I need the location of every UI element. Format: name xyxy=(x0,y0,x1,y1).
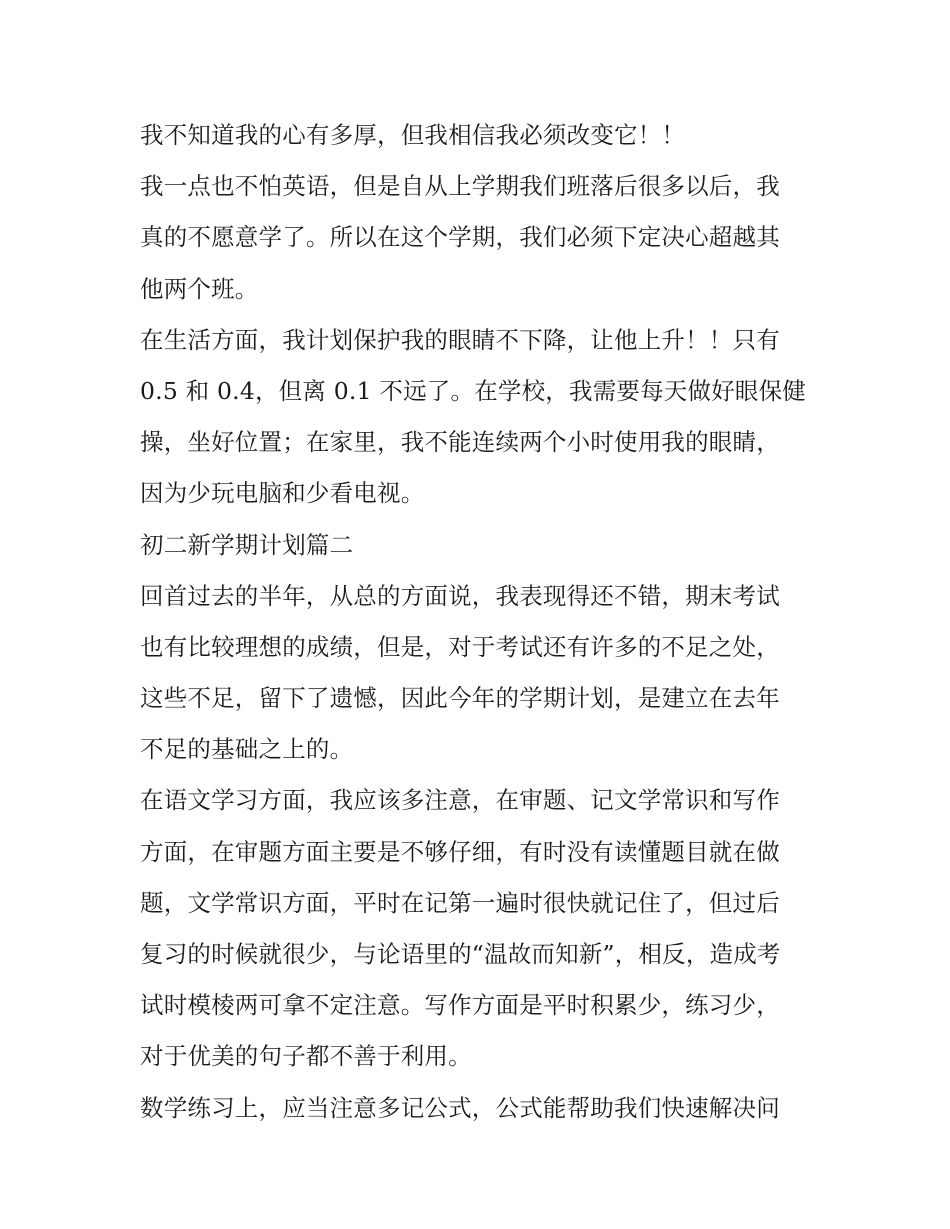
section-heading: 初二新学期计划篇二 xyxy=(140,530,354,559)
text-line: 题，文学常识方面，平时在记第一遍时很快就记住了，但过后 xyxy=(140,888,780,917)
text-line: 操，坐好位置；在家里，我不能连续两个小时使用我的眼睛， xyxy=(140,428,780,457)
text-line: 因为少玩电脑和少看电视。 xyxy=(140,479,425,508)
text-line: 复习的时候就很少，与论语里的“温故而知新”，相反，造成考 xyxy=(140,940,781,968)
text-line: 真的不愿意学了。所以在这个学期，我们必须下定决心超越其 xyxy=(140,223,780,252)
text-line: 他两个班。 xyxy=(140,274,259,303)
text-line: 我一点也不怕英语，但是自从上学期我们班落后很多以后，我 xyxy=(140,172,780,201)
document-body xyxy=(140,110,820,1134)
text-line: 我不知道我的心有多厚，但我相信我必须改变它！！ xyxy=(140,121,686,149)
text-line: 不足的基础之上的。 xyxy=(140,735,354,764)
text-line: 也有比较理想的成绩，但是，对于考试还有许多的不足之处， xyxy=(140,632,780,661)
text-line: 在生活方面，我计划保护我的眼睛不下降，让他上升！！只有 xyxy=(140,325,780,354)
text-line: 方面，在审题方面主要是不够仔细，有时没有读懂题目就在做 xyxy=(140,837,780,866)
text-line: 0.5 和 0.4，但离 0.1 不远了。在学校，我需要每天做好眼保健 xyxy=(140,376,806,405)
text-line: 对于优美的句子都不善于利用。 xyxy=(140,1042,472,1071)
text-line: 在语文学习方面，我应该多注意，在审题、记文学常识和写作 xyxy=(140,786,780,815)
text-line: 试时模棱两可拿不定注意。写作方面是平时积累少，练习少， xyxy=(140,991,780,1020)
text-line: 这些不足，留下了遗憾，因此今年的学期计划，是建立在去年 xyxy=(140,684,780,713)
text-line: 回首过去的半年，从总的方面说，我表现得还不错，期末考试 xyxy=(140,581,780,610)
text-line: 数学练习上，应当注意多记公式，公式能帮助我们快速解决问 xyxy=(140,1093,780,1122)
